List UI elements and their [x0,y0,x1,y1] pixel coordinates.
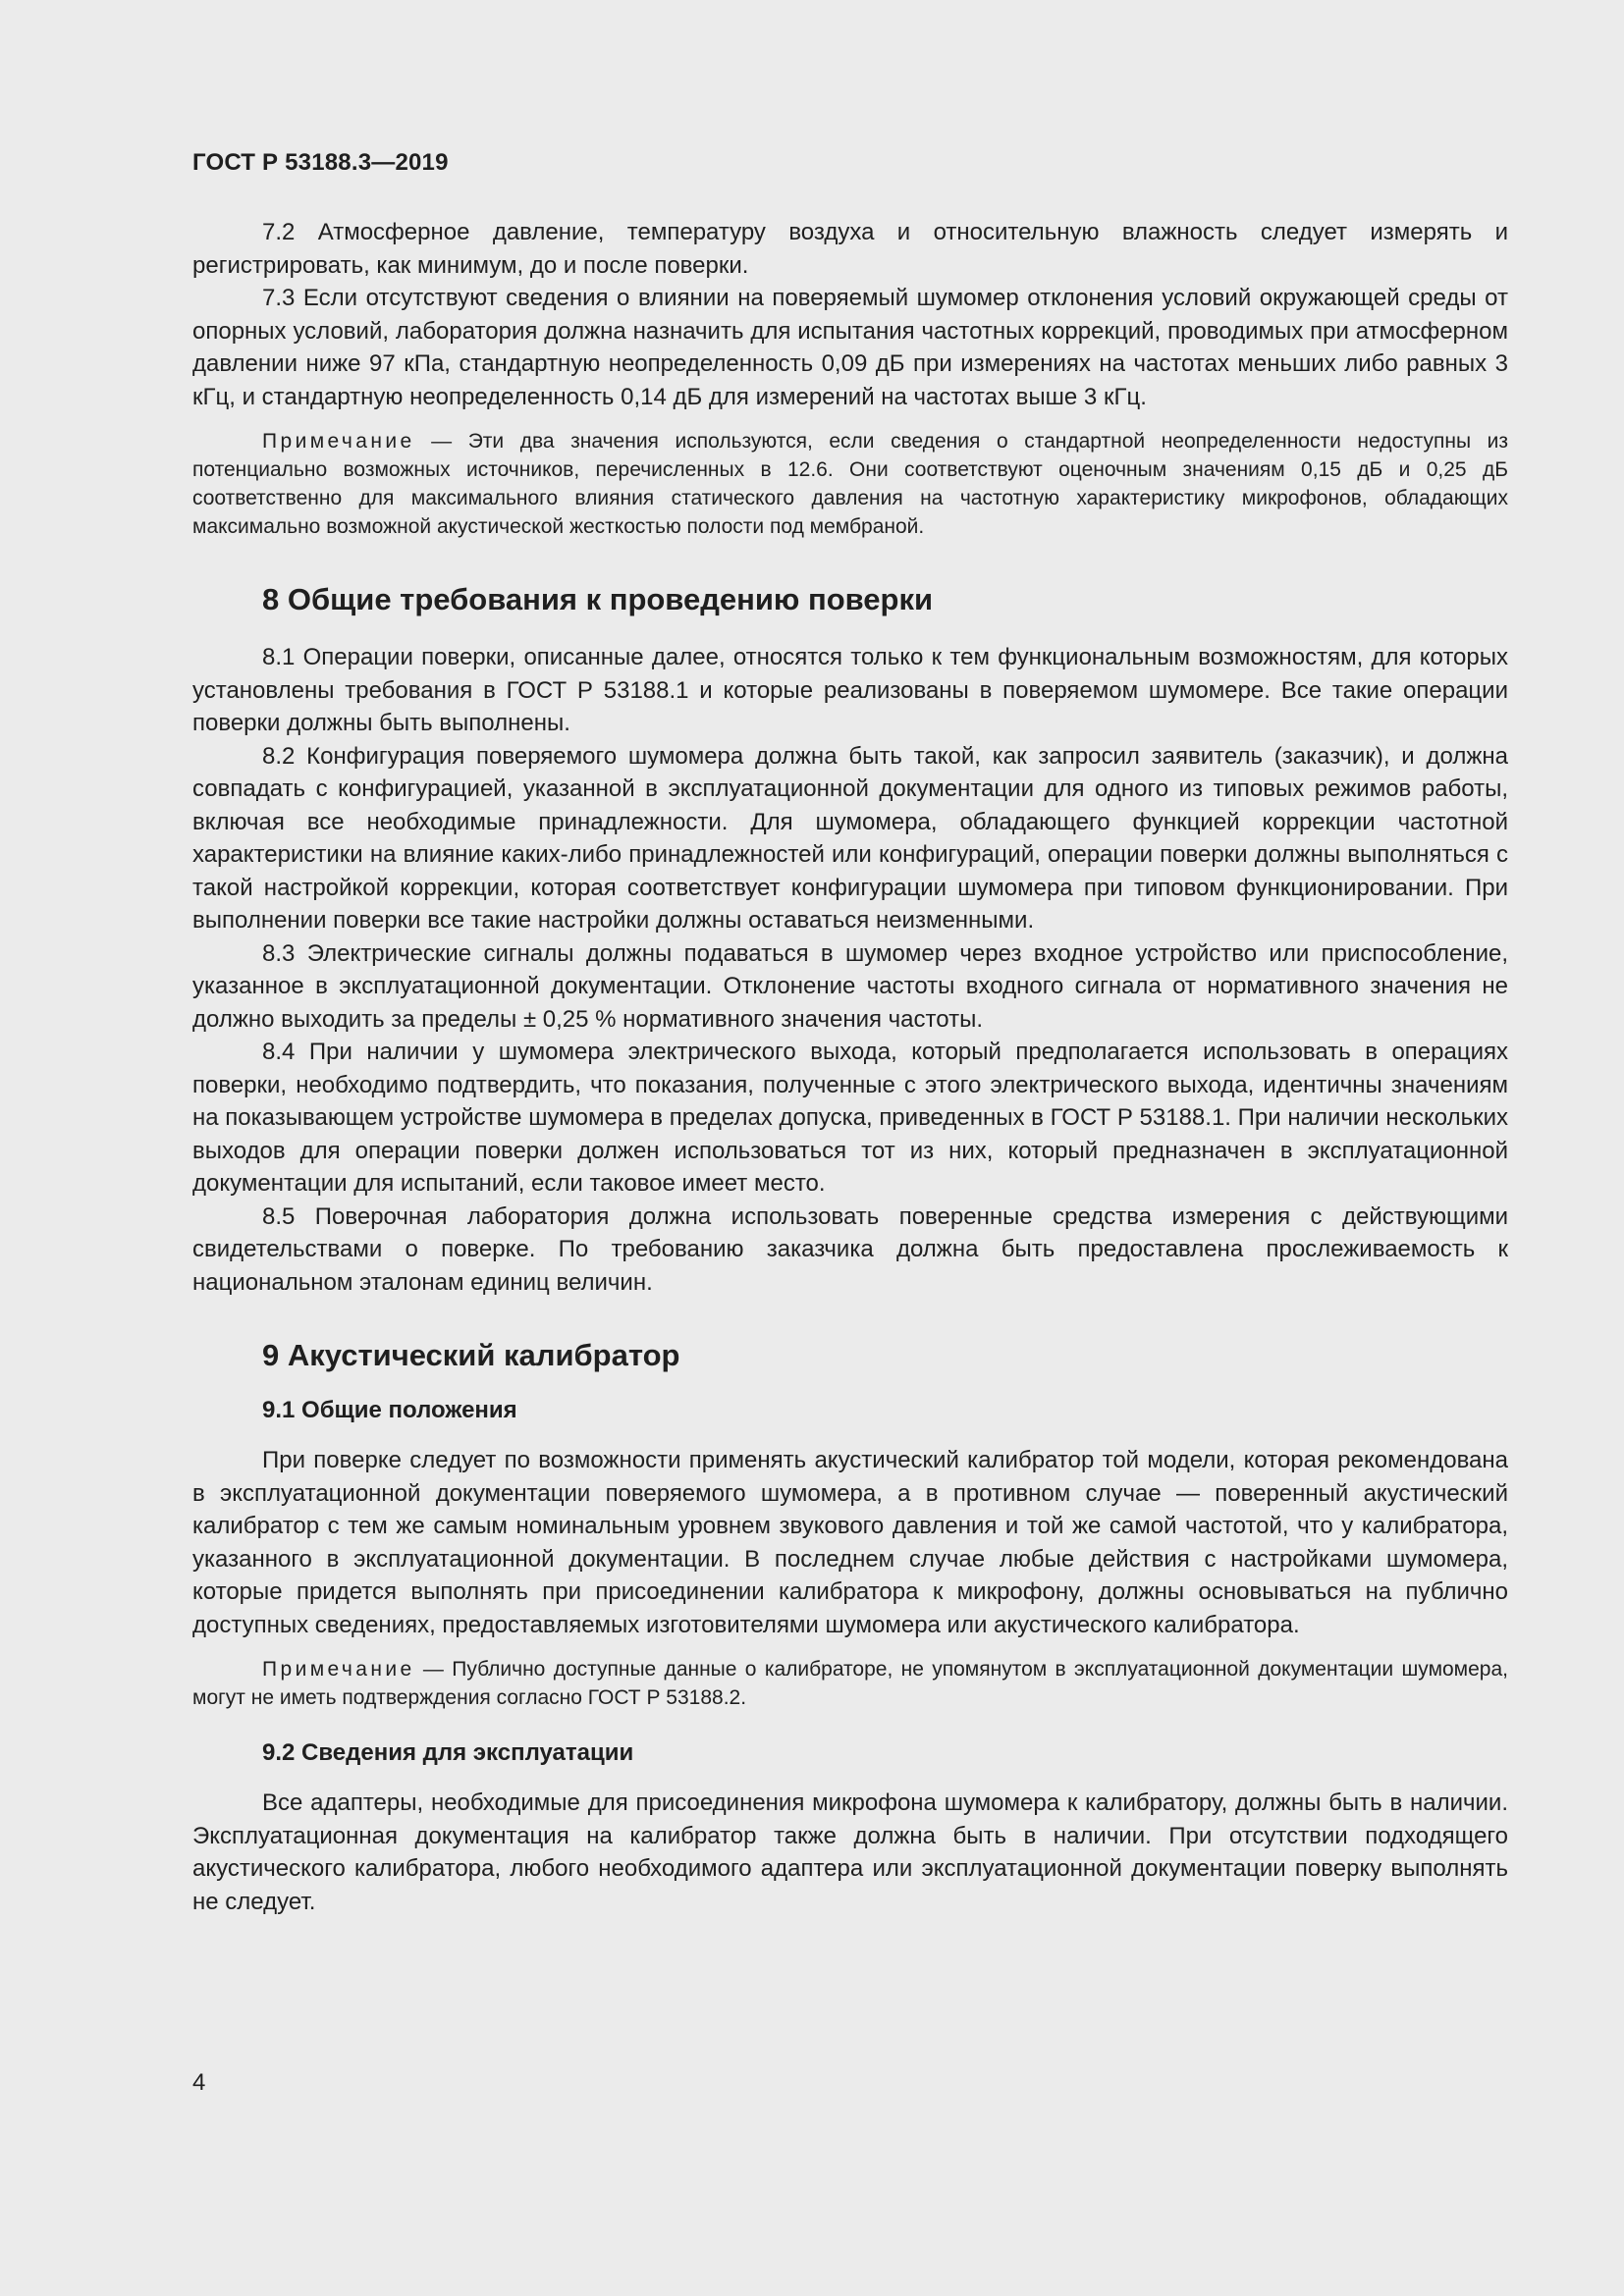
document-header: ГОСТ Р 53188.3—2019 [192,149,449,176]
page-number: 4 [192,2069,206,2096]
section-9-title: 9 Акустический калибратор [262,1338,680,1372]
note-label: Примечание [262,430,415,453]
note-label: Примечание [262,1658,415,1681]
paragraph-9-2: Все адаптеры, необходимые для присоединения микрофона шумомера к калибратору, должны быть в наличии. Эксплуатационная документация на калибратор также должна быть в наличии. При отсутствии подходящего акустического калибратора, любого необходимого адаптера или эксплуатационной документации поверку выполнять не следует. [192,1789,1508,1915]
document-page [192,147,1508,1918]
paragraph-8-2: 8.2 Конфигурация поверяемого шумомера должна быть такой, как запросил заявитель (заказчик), и должна совпадать с конфигурацией, указанной в эксплуатационной документации для одного из типовых режимов работы, включая все необходимые принадлежности. Для шумомера, обладающего функцией коррекции частотной характеристики на влияние каких-либо принадлежностей или конфигураций, операции поверки должны выполняться с такой настройкой коррекции, которая соответствует конфигурации шумомера при типовом функционировании. При выполнении поверки все такие настройки должны оставаться неизменными. [192,742,1508,934]
note-text: — Публично доступные данные о калибраторе, не упомянутом в эксплуатационной документации шумомера, могут не иметь подтверждения согласно ГОСТ Р 53188.2. [192,1658,1508,1709]
note-section-9-1 [192,1655,1508,1712]
paragraph-9-1: При поверке следует по возможности применять акустический калибратор той модели, которая рекомендована в эксплуатационной документации поверяемого шумомера, а в противном случае — поверенный акустический калибратор с тем же самым номинальным уровнем звукового давления и той же самой частотой, что у калибратора, указанного в эксплуатационной документации. В последнем случае любые действия с настройками шумомера, которые придется выполнять при присоединении калибратора к микрофону, должны основываться на публично доступных сведениях, предоставляемых изготовителями шумомера или акустического калибратора. [192,1447,1508,1638]
paragraph-8-1: 8.1 Операции поверки, описанные далее, относятся только к тем функциональным возможностям, для которых установлены требования в ГОСТ Р 53188.1 и которые реализованы в поверяемом шумомере. Все такие операции поверки должны быть выполнены. [192,644,1508,736]
paragraph-7-3: 7.3 Если отсутствуют сведения о влиянии на поверяемый шумомер отклонения условий окружающей среды от опорных условий, лаборатория должна назначить для испытания частотных коррекций, проводимых при атмосферном давлении ниже 97 кПа, стандартную неопределенность 0,09 дБ при измерениях на частотах меньших либо равных 3 кГц, и стандартную неопределенность 0,14 дБ для измерений на частотах выше 3 кГц. [192,285,1508,410]
paragraph-7-2: 7.2 Атмосферное давление, температуру воздуха и относительную влажность следует измерять и регистрировать, как минимум, до и после поверки. [192,219,1508,279]
subsection-9-1-title: 9.1 Общие положения [262,1397,517,1423]
section-8-title: 8 Общие требования к проведению поверки [262,582,934,616]
subsection-9-2-title: 9.2 Сведения для эксплуатации [262,1739,634,1766]
note-section-7 [192,427,1508,541]
paragraph-8-3: 8.3 Электрические сигналы должны подаваться в шумомер через входное устройство или приспособление, указанное в эксплуатационной документации. Отклонение частоты входного сигнала от нормативного значения не должно выходить за пределы ± 0,25 % нормативного значения частоты. [192,939,1508,1033]
paragraph-8-5: 8.5 Поверочная лаборатория должна использовать поверенные средства измерения с действующими свидетельствами о поверке. По требованию заказчика должна быть предоставлена прослеживаемость к национальном эталонам единиц величин. [192,1202,1508,1296]
note-text: — Эти два значения используются, если сведения о стандартной неопределенности недоступны из потенциально возможных источников, перечисленных в 12.6. Они соответствуют оценочным значениям 0,15 дБ и 0,25 дБ соответственно для максимального влияния статического давления на частотную характеристику микрофонов, обладающих максимально возможной акустической жесткостью полости под мембраной. [192,430,1508,538]
paragraph-8-4: 8.4 При наличии у шумомера электрического выхода, который предполагается использовать в операциях поверки, необходимо подтвердить, что показания, полученные с этого электрического выхода, идентичны значениям на показывающем устройстве шумомера в пределах допуска, приведенных в ГОСТ Р 53188.1. При наличии нескольких выходов для операции поверки должен использоваться тот из них, который предназначен в эксплуатационной документации для испытаний, если таковое имеет место. [192,1039,1508,1197]
